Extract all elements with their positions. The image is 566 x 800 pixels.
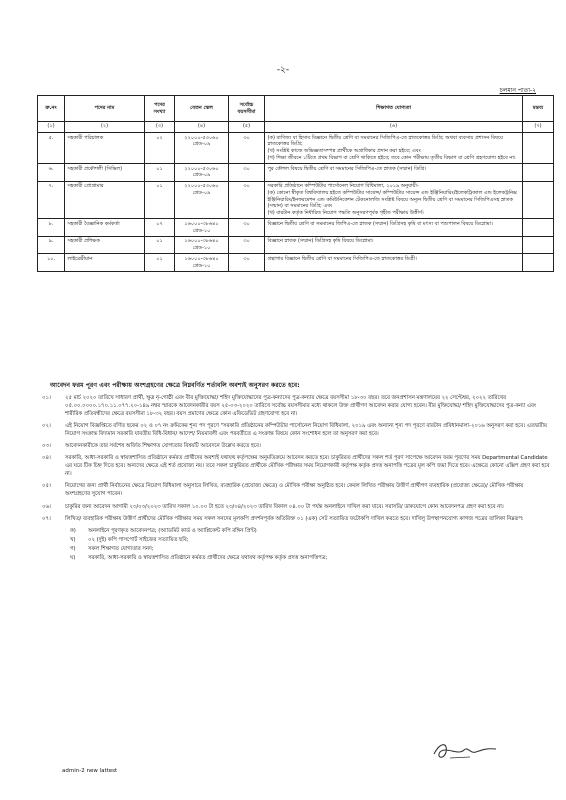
instruction-number: ০৭। [42,515,51,522]
column-number: (২) [65,122,145,133]
qualification-cell: (ক) বাণিজ্য বা হিসাব বিজ্ঞানে দ্বিতীয় শ্রেণি বা সমমানের সিজিপিএ-তে স্নাতকোত্তর ডিগ্রি; অথবা ব্যবসায় প্রশাসন বিষয়ে স্নাতকোত্তর ডিগ্রি; (খ) সংশ্লিষ্ট কাজে অভিজ্ঞতাসম্পন্ন প্রার্থীকে অগ্রাধিকার প্রদান করা হইবে; এবং (গ) শিক্ষা জীবনে ১টিতে প্রথম বিভাগ বা শ্রেণি থাকিতে হইবে; তবে কোন পরীক্ষায় তৃতীয় বিভাগ বা শ্রেণি গ্রহণযোগ্য হইবে না। [265,133,523,164]
instruction-item [30,422,550,438]
serial-cell: ৭. [38,181,65,219]
age-limit-cell: ৩০ [229,164,265,182]
instruction-number: ০১। [42,395,51,401]
table-row [38,181,554,219]
instruction-number: ০৬। [42,503,51,510]
signature [430,738,500,762]
column-header: পদের নাম [65,96,145,122]
serial-cell: ৯. [38,236,65,254]
post-count-cell: ০১ [145,254,175,272]
posts-table [37,95,554,272]
instruction-item [30,454,550,478]
post-count-cell: ০২ [145,133,175,164]
column-header: ক্র.নং [38,96,65,122]
post-name-cell: সহকারী প্রকৌশলী (সিভিল) [65,164,145,182]
instruction-number: ০৩। [42,443,51,450]
serial-cell: ১০. [38,254,65,272]
pay-scale-cell: ২২০০০-৫৩০৬০ গ্রেড-০৯ [175,181,229,219]
column-header: সর্বোচ্চ বয়সসীমা [229,96,265,122]
post-name-cell: সহকারী প্রোগ্রামার [65,181,145,219]
document-list-text: অনলাইনে পূরণকৃত আবেদনপত্র; (অ্যাডমিট কার্ড ও অ্যাপ্লিকেন্ট কপি রঙ্গিন প্রিন্ট) [88,527,257,534]
instruction-item [30,442,550,450]
pay-scale-cell: ১৬০০০-৩৮৬৪০ গ্রেড-১০ [175,219,229,237]
post-count-cell: ০৭ [145,219,175,237]
remark-cell [523,236,554,254]
table-row [38,164,554,182]
footer-text: admin-2 new lattest [62,768,118,774]
instructions-heading: আবেদন ফরম পূরণ এবং পরীক্ষায় অংশগ্রহণের ক্ষেত্রে নিম্নবর্ণিত শর্তাবলি অবশ্যই অনুসরণ করতে হবে: [50,382,300,389]
document-list-marker: ক) [70,527,76,534]
instruction-number: ০৫। [42,483,51,490]
remark-cell [523,133,554,164]
remark-cell [523,254,554,272]
instruction-text: লিখিত/ ব্যবহারিক পরীক্ষায় উত্তীর্ণ প্রার্থীদের মৌখিক পরীক্ষার সময় সকল সনদের মূলকপি প্রদর্শনপূর্বক অতিরিক্ত ০১ (এক) সেট সত্যায়িত ফটোকপি দাখিল করতে হবে। দাখিলু উপস্থাপনযোগ্য কাগজ পত্রের তালিকা নিম্নরূপ: [65,515,524,522]
qualification-cell: গ্রন্থাগার বিজ্ঞানে দ্বিতীয় শ্রেণি বা সমমানের সিজিপিএ-তে স্নাতকোত্তর ডিগ্রী। [265,254,523,272]
instruction-text: ২৫ মার্চ ২০২০ তারিখে সাধারণ প্রার্থী, ক্ষুদ্র নৃ-গোষ্ঠী এবং বীর মুক্তিযোদ্ধা/ শহিদ মুক্তিযোদ্ধাদের পুত্র-কন্যাদের পুত্র-কন্যার ক্ষেত্রে বয়সসীমা ১৮-৩০ বছর। তবে জনপ্রশাসন মন্ত্রণালয়ের ২২ সেপ্টেম্বর, ২০২২ তারিখের ০৫.০০.০০০০.১৭০.১১.০৭৭.২০-১৪৯ নম্বর স্মারকে আবেদনকারীর বয়স ২৫-০৩-২০২০ তারিখে সর্বোচ্চ বয়সসীমার মধ্যে থাকলে উক্ত প্রার্থীগণ আবেদন করার যোগ্য হবেন। বীর মুক্তিযোদ্ধা/ শহিদ মুক্তিযোদ্ধাদের পুত্র-কন্যা এবং শারীরিক প্রতিবন্ধীদের ক্ষেত্রে বয়সসীমা ১৮-৩২ বছর। বয়স প্রমাণের ক্ষেত্রে কোন এফিডেভিট গ্রহণযোগ্য হবে না। [65,395,537,418]
table-row [38,254,554,272]
instruction-number: ০২। [42,423,51,430]
document-list-item [30,536,550,544]
qualification-cell: পুর কৌশল বিষয়ে দ্বিতীয় শ্রেণি বা সমমানের সিজিপিএ-তে স্নাতক (সম্মান) ডিগ্রি। [265,164,523,182]
age-limit-cell: ৩০ [229,181,265,219]
remark-cell [523,219,554,237]
instruction-item [30,394,550,418]
column-number: (৪) [175,122,229,133]
column-number: (৬) [265,122,523,133]
document-list-text: ০২ (দুই) কপি পাসপোর্ট সাইজের সত্যায়িত ছবি; [88,536,189,543]
column-number-row [38,122,554,133]
serial-cell: ৬. [38,164,65,182]
post-count-cell: ০১ [145,236,175,254]
pay-scale-cell: ২২০০০-৫৩০৬০ গ্রেড-০৯ [175,133,229,164]
document-list-marker: খ) [70,536,76,543]
column-number: (৩) [145,122,175,133]
instruction-item [30,503,550,511]
qualification-cell: বিজ্ঞানে দ্বিতীয় শ্রেণি বা সমমানের জিপিএ-তে স্নাতক (সম্মান) ডিগ্রিসহ কৃষি বা মৎস্য বা পশুপালন বিষয়ে ডিপ্লোমা। [265,219,523,237]
pay-scale-cell: ১৬০০০-৩৮৬৪০ গ্রেড-১০ [175,236,229,254]
table-row [38,219,554,237]
document-list-item [30,554,550,562]
pay-scale-cell: ১৬০০০-৩৮৬৪০ গ্রেড-১০ [175,254,229,272]
age-limit-cell: ৩০ [229,133,265,164]
remark-cell [523,181,554,219]
instruction-text: নিয়োগের জন্য প্রার্থী নির্বাচনের ক্ষেত্রে নিয়োগ বিধিমালা অনুসারে লিখিত, ব্যবহারিক (প্রযোজ্য ক্ষেত্রে) ও মৌখিক পরীক্ষা অনুষ্ঠিত হবে। কেবল লিখিত পরীক্ষায় উত্তীর্ণ প্রার্থীগণ ব্যবহারিক (প্রযোজ্য ক্ষেত্রে)/ মৌখিক পরীক্ষায় অংশগ্রহণের সুযোগ পাবেন। [65,483,524,498]
post-name-cell: সহকারী পরিচালক [65,133,145,164]
column-header: শিক্ষাগত যোগ্যতা [265,96,523,122]
pay-scale-cell: ২২০০০-৫৩০৬০ গ্রেড-০৯ [175,164,229,182]
document-list-item [30,527,550,535]
instruction-text: সরকারি, আধা-সরকারি ও স্বায়ত্তশাসিত প্রতিষ্ঠানে কর্মরত প্রার্থীদের অবশ্যই যথাযথ কর্তৃপক্ষের অনুমতিক্রমে আবেদন করতে হবে। চাকুরিরত প্রার্থীদের সকল শর্ত পূরণ সাপেক্ষে আবেদন ফরম পূরণের সময় Departmental Candidate এর ঘরে টিক চিহ্ন দিতে হবে। অন্যদের ক্ষেত্রে এই শর্ত প্রযোজ্য নয়। তবে সকল চাকুরিরত প্রার্থীকে মৌখিক পরীক্ষার সময় নিয়োগকারী কর্তৃপক্ষ কর্তৃক প্রদত্ত অনাপত্তি পত্রের মূল কপি জমা দিতে হবে। এক্ষেত্রে কোনো এক্সিপ গ্রহণ করা হবে না। [65,455,550,478]
column-header: পদের সংখ্যা [145,96,175,122]
post-count-cell: ০১ [145,181,175,219]
instruction-text: চাকুরির জন্য আবেদন আগামী ২৩/০৩/২০২৩ তারিখ সকাল ১০.০০ টা হতে ২৩/০৪/২০২৩ তারিখ বিকাল ০৪.০০ টা পর্যন্ত অনলাইনে দাখিল করা যাবে। সরাসরি/ ডাকযোগে কোন আবেদনপত্র গ্রহণ করা হবে না। [65,503,504,510]
qualification-cell: বিজ্ঞানে স্নাতক (সম্মান) ডিগ্রিসহ কৃষি বিষয়ে ডিপ্লোমা। [265,236,523,254]
remark-cell [523,164,554,182]
instruction-text: এই নিয়োগ বিজ্ঞপ্তিতে বর্ণিত ছকের ০২ ও ০৭ নং ক্রমিকের শূন্য পদ পূরণে "সরকারি প্রতিষ্ঠানের কম্পিউটার পার্সোনেল নিয়োগ বিধিমালা, ২০১৯ এবং অন্যান্য শূন্য পদ পূরণে বারটান প্রবিধানমালা-২০১৬ অনুসরণ করা হবে। এতদ্বারীয় নিয়োগ সংক্রান্ত বিদ্যমান সরকারি যাবতীয় বিধি-বিধান/ আদেশ/ নিয়মাবলী এবং পরবর্তীতে এ সংক্রান্ত বিষয়ে কোন সংশোধন হলে তা অনুসরণ করা হবে। [65,423,547,438]
post-name-cell: সহকারী প্রশিক্ষক [65,236,145,254]
document-list-item [30,545,550,553]
page-number: -২- [276,65,290,75]
serial-cell: ৫. [38,133,65,164]
document-list-marker: ঘ) [70,554,76,561]
column-number: (৫) [229,122,265,133]
column-header: মন্তব্য [523,96,554,122]
instruction-item [30,515,550,523]
instruction-number: ০৪। [42,455,51,462]
age-limit-cell: ৩০ [229,254,265,272]
post-count-cell: ০১ [145,164,175,182]
post-name-cell: লাইব্রেরীয়ান [65,254,145,272]
qualification-cell: সরকারি প্রতিষ্ঠানে কম্পিউটার পার্সোনেল নিয়োগ বিধিমালা, ২০১৯ অনুযায়ী- (ক) কোনো স্বীকৃত বিশ্ববিদ্যালয় হইতে কম্পিউটার সায়েন্স/ কম্পিউটার সায়েন্স এন্ড ইঞ্জিনিয়ারিং/ইলেকট্রিক্যাল এন্ড ইলেকট্রনিক্স ইঞ্জিনিয়ারিং/ইনফরমেশন এন্ড কমিউনিকেশন টেকনোলজি সংশ্লিষ্ট বিষয়ে অন্যূন দ্বিতীয় শ্রেণি বা সমমানের সিজিপিএসহ স্নাতক (সম্মান) বা সমমানের ডিগ্রি; এবং (খ) বারটান কর্তৃক নির্ধারিত নিয়োগ পদ্ধতি অনুসরণপূর্বক গৃহীত পরীক্ষায় উত্তীর্ণ। [265,181,523,219]
continued-label: চলমান পাতা-২ [499,87,536,94]
age-limit-cell: ৩০ [229,219,265,237]
instruction-item [30,482,550,498]
table-row [38,133,554,164]
column-number: (৭) [523,122,554,133]
instructions-list [30,394,550,563]
age-limit-cell: ৩০ [229,236,265,254]
column-number: (১) [38,122,65,133]
document-list-text: সরকারি, আধা-সরকারি ও স্বায়ত্তশাসিত প্রতিষ্ঠানে কর্মরত প্রার্থীদের ক্ষেত্রে যথাযথ কর্তৃপক্ষ কর্তৃক প্রদত্ত অনাপত্তিপত্র; [88,554,328,561]
table-header-row [38,96,554,122]
post-name-cell: সহকারী বৈজ্ঞানিক কর্মকর্তা [65,219,145,237]
document-list-text: সকল শিক্ষাগত যোগ্যতার সনদ; [88,545,154,552]
serial-cell: ৮. [38,219,65,237]
instruction-text: আবেদনকারীকে তার সর্বশেষ অর্জিত শিক্ষাগত যোগ্যতার বিষয়টি আবেদনে উল্লেখ করতে হবে। [65,443,261,450]
document-list-marker: গ) [70,545,76,552]
table-row [38,236,554,254]
column-header: বেতন স্কেল [175,96,229,122]
